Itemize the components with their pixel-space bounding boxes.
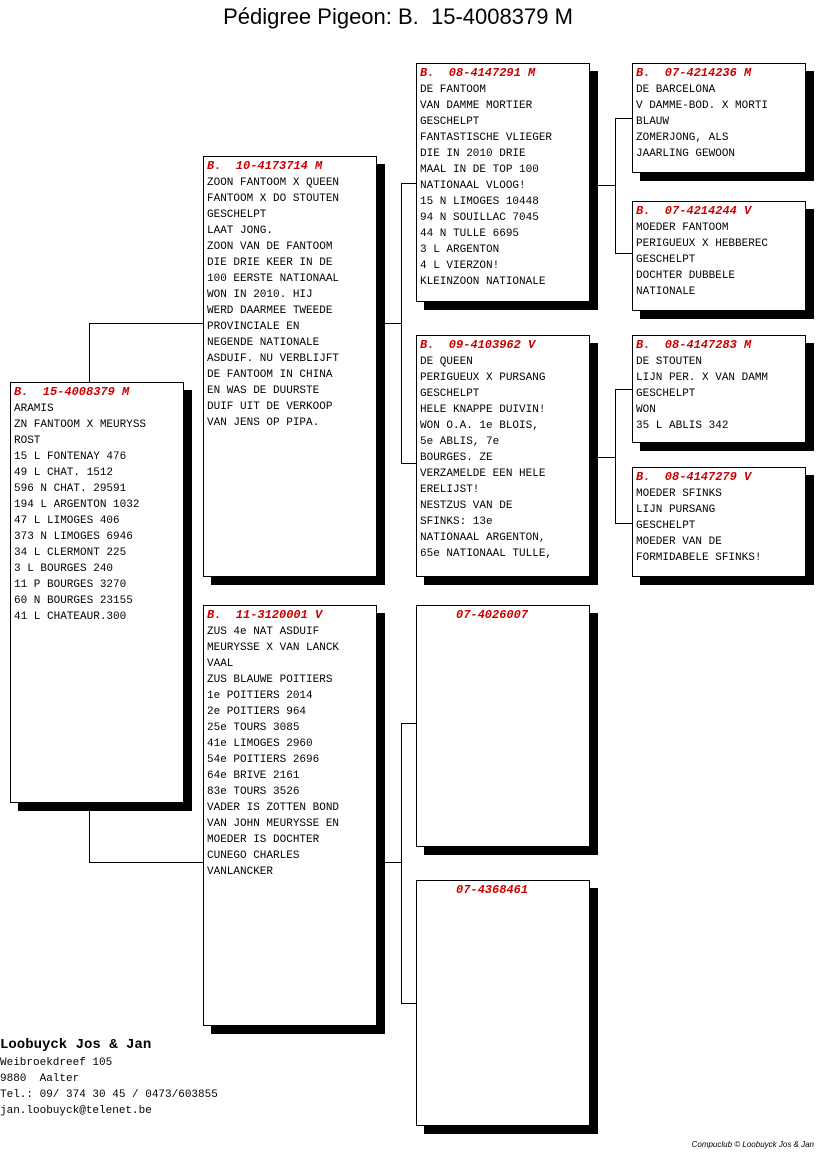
card-line: FORMIDABELE SFINKS!: [636, 552, 762, 564]
pigeon-card-mother-father[interactable]: [416, 605, 590, 847]
card-details: [636, 354, 802, 434]
card-line: 49 L CHAT. 1512: [14, 467, 114, 479]
card-line: PERIGUEUX X HEBBEREC: [636, 238, 769, 250]
card-line: 41e LIMOGES 2960: [207, 738, 313, 750]
credit-text: Compuclub © Loobuyck Jos & Jan: [691, 1140, 814, 1149]
card-details: [636, 486, 802, 566]
card-line: NATIONALE: [636, 286, 696, 298]
card-line: 3 L ARGENTON: [420, 244, 500, 256]
owner-email[interactable]: jan.loobuyck@telenet.be: [0, 1105, 152, 1117]
card-line: ASDUIF. NU VERBLIJFT: [207, 353, 340, 365]
owner-city: 9880 Aalter: [0, 1073, 80, 1085]
pigeon-card-fmf[interactable]: [632, 335, 806, 443]
ring-number: B. 08-4147279 V: [636, 470, 752, 484]
card-line: MEURYSSE X VAN LANCK: [207, 642, 340, 654]
card-line: ERELIJST!: [420, 484, 480, 496]
pigeon-card-father-father[interactable]: [416, 63, 590, 302]
page-title: Pédigree Pigeon: B. 15-4008379 M: [223, 4, 573, 29]
card-line: GESCHELPT: [420, 388, 480, 400]
card-line: NATIONAAL VLOOG!: [420, 180, 526, 192]
card-line: VANLANCKER: [207, 866, 274, 878]
card-line: V DAMME-BOD. X MORTI: [636, 100, 769, 112]
card-details: [420, 82, 586, 290]
card-line: NATIONAAL ARGENTON,: [420, 532, 546, 544]
card-line: BOURGES. ZE: [420, 452, 493, 464]
card-line: MOEDER IS DOCHTER: [207, 834, 320, 846]
pigeon-card-father[interactable]: [203, 156, 377, 577]
card-line: VADER IS ZOTTEN BOND: [207, 802, 340, 814]
card-line: DIE DRIE KEER IN DE: [207, 257, 333, 269]
card-line: BLAUW: [636, 116, 670, 128]
card-line: 15 L FONTENAY 476: [14, 451, 127, 463]
card-line: GESCHELPT: [636, 254, 696, 266]
card-line: 2e POITIERS 964: [207, 706, 307, 718]
connector-mother-mm: [401, 1003, 416, 1004]
card-line: WERD DAARMEE TWEEDE: [207, 305, 333, 317]
card-line: ZOON FANTOOM X QUEEN: [207, 177, 340, 189]
card-line: GESCHELPT: [207, 209, 267, 221]
owner-address: Weibroekdreef 105: [0, 1057, 113, 1069]
connector-mother-stub: [384, 862, 401, 863]
pigeon-card-subject[interactable]: [10, 382, 184, 803]
card-line: 44 N TULLE 6695: [420, 228, 520, 240]
card-details: [207, 624, 373, 880]
card-line: ZN FANTOOM X MEURYSS: [14, 419, 147, 431]
card-line: VAN JENS OP PIPA.: [207, 417, 320, 429]
card-line: EN WAS DE DUURSTE: [207, 385, 320, 397]
card-line: LAAT JONG.: [207, 225, 274, 237]
card-line: 373 N LIMOGES 6946: [14, 531, 133, 543]
pigeon-card-mother-mother[interactable]: [416, 880, 590, 1126]
card-line: ZUS BLAUWE POITIERS: [207, 674, 333, 686]
card-line: 65e NATIONAAL TULLE,: [420, 548, 553, 560]
connector-father-stub: [384, 323, 401, 324]
card-line: 4 L VIERZON!: [420, 260, 500, 272]
card-line: WON IN 2010. HIJ: [207, 289, 313, 301]
card-line: DE FANTOOM: [420, 84, 487, 96]
card-line: DUIF UIT DE VERKOOP: [207, 401, 333, 413]
pigeon-card-fmm[interactable]: [632, 467, 806, 577]
card-line: 60 N BOURGES 23155: [14, 595, 133, 607]
card-line: SFINKS: 13e: [420, 516, 493, 528]
pigeon-card-father-mother[interactable]: [416, 335, 590, 577]
card-line: DIE IN 2010 DRIE: [420, 148, 526, 160]
card-line: ARAMIS: [14, 403, 54, 415]
card-line: MOEDER VAN DE: [636, 536, 722, 548]
card-line: 94 N SOUILLAC 7045: [420, 212, 539, 224]
card-line: MAAL IN DE TOP 100: [420, 164, 539, 176]
pigeon-card-ffm[interactable]: [632, 201, 806, 311]
card-line: NESTZUS VAN DE: [420, 500, 513, 512]
card-line: WON: [636, 404, 656, 416]
pigeon-card-mother[interactable]: [203, 605, 377, 1026]
ring-number: B. 07-4214244 V: [636, 204, 752, 218]
owner-name: Loobuyck Jos & Jan: [0, 1037, 152, 1053]
ring-number: B. 11-3120001 V: [207, 608, 323, 622]
card-line: MOEDER FANTOOM: [636, 222, 729, 234]
ring-number: 07-4368461: [420, 883, 529, 897]
card-line: GESCHELPT: [636, 520, 696, 532]
card-line: VAAL: [207, 658, 234, 670]
owner-phone: Tel.: 09/ 374 30 45 / 0473/603855: [0, 1089, 218, 1101]
connector-fm-fmf: [615, 389, 632, 390]
card-line: 54e POITIERS 2696: [207, 754, 320, 766]
ring-number: B. 10-4173714 M: [207, 159, 323, 173]
card-line: 35 L ABLIS 342: [636, 420, 729, 432]
ring-number: 07-4026007: [420, 608, 529, 622]
card-line: WON O.A. 1e BLOIS,: [420, 420, 539, 432]
connector-ff-ffm: [615, 253, 632, 254]
card-line: GESCHELPT: [636, 388, 696, 400]
card-line: 3 L BOURGES 240: [14, 563, 114, 575]
card-line: ROST: [14, 435, 41, 447]
card-line: KLEINZOON NATIONALE: [420, 276, 546, 288]
connector-ff-vertical: [615, 118, 616, 254]
connector-mother-vertical: [401, 723, 402, 1004]
card-line: DOCHTER DUBBELE: [636, 270, 736, 282]
owner-info: [0, 1035, 218, 1119]
card-line: DE FANTOOM IN CHINA: [207, 369, 333, 381]
card-line: 15 N LIMOGES 10448: [420, 196, 539, 208]
card-details: [420, 354, 586, 562]
card-line: LIJN PURSANG: [636, 504, 716, 516]
connector-subject-father: [89, 323, 204, 324]
card-line: VERZAMELDE EEN HELE: [420, 468, 546, 480]
card-line: FANTASTISCHE VLIEGER: [420, 132, 553, 144]
ring-number: B. 07-4214236 M: [636, 66, 752, 80]
card-details: [14, 401, 180, 625]
card-line: GESCHELPT: [420, 116, 480, 128]
ring-number: B. 08-4147283 M: [636, 338, 752, 352]
card-line: JAARLING GEWOON: [636, 148, 736, 160]
card-line: 1e POITIERS 2014: [207, 690, 313, 702]
card-line: VAN DAMME MORTIER: [420, 100, 533, 112]
card-details: [636, 82, 802, 162]
card-line: MOEDER SFINKS: [636, 488, 722, 500]
card-line: FANTOOM X DO STOUTEN: [207, 193, 340, 205]
ring-number: B. 09-4103962 V: [420, 338, 536, 352]
card-line: 194 L ARGENTON 1032: [14, 499, 140, 511]
card-line: 25e TOURS 3085: [207, 722, 300, 734]
card-line: CUNEGO CHARLES: [207, 850, 300, 862]
connector-subject-mother: [89, 862, 204, 863]
card-line: 11 P BOURGES 3270: [14, 579, 127, 591]
card-details: [207, 175, 373, 431]
card-line: NEGENDE NATIONALE: [207, 337, 320, 349]
connector-ff-stub: [598, 185, 615, 186]
card-line: ZOMERJONG, ALS: [636, 132, 729, 144]
card-line: 34 L CLERMONT 225: [14, 547, 127, 559]
connector-fm-fmm: [615, 523, 632, 524]
card-details: [636, 220, 802, 300]
connector-father-vertical: [401, 183, 402, 464]
card-line: 47 L LIMOGES 406: [14, 515, 120, 527]
card-line: PROVINCIALE EN: [207, 321, 300, 333]
card-line: 41 L CHATEAUR.300: [14, 611, 127, 623]
connector-ff-fff: [615, 118, 632, 119]
card-line: 5e ABLIS, 7e: [420, 436, 500, 448]
card-line: 100 EERSTE NATIONAAL: [207, 273, 340, 285]
card-line: DE QUEEN: [420, 356, 473, 368]
pigeon-card-fff[interactable]: [632, 63, 806, 173]
card-line: HELE KNAPPE DUIVIN!: [420, 404, 546, 416]
connector-fm-stub: [598, 457, 615, 458]
card-line: 64e BRIVE 2161: [207, 770, 300, 782]
connector-father-ff: [401, 183, 416, 184]
card-line: LIJN PER. X VAN DAMM: [636, 372, 769, 384]
card-line: VAN JOHN MEURYSSE EN: [207, 818, 340, 830]
ring-number: B. 08-4147291 M: [420, 66, 536, 80]
card-line: PERIGUEUX X PURSANG: [420, 372, 546, 384]
card-line: ZOON VAN DE FANTOOM: [207, 241, 333, 253]
connector-father-fm: [401, 463, 416, 464]
card-line: DE BARCELONA: [636, 84, 716, 96]
card-line: ZUS 4e NAT ASDUIF: [207, 626, 320, 638]
card-line: 83e TOURS 3526: [207, 786, 300, 798]
card-line: DE STOUTEN: [636, 356, 703, 368]
card-line: 596 N CHAT. 29591: [14, 483, 127, 495]
ring-number: B. 15-4008379 M: [14, 385, 130, 399]
connector-mother-mf: [401, 723, 416, 724]
connector-fm-vertical: [615, 389, 616, 524]
